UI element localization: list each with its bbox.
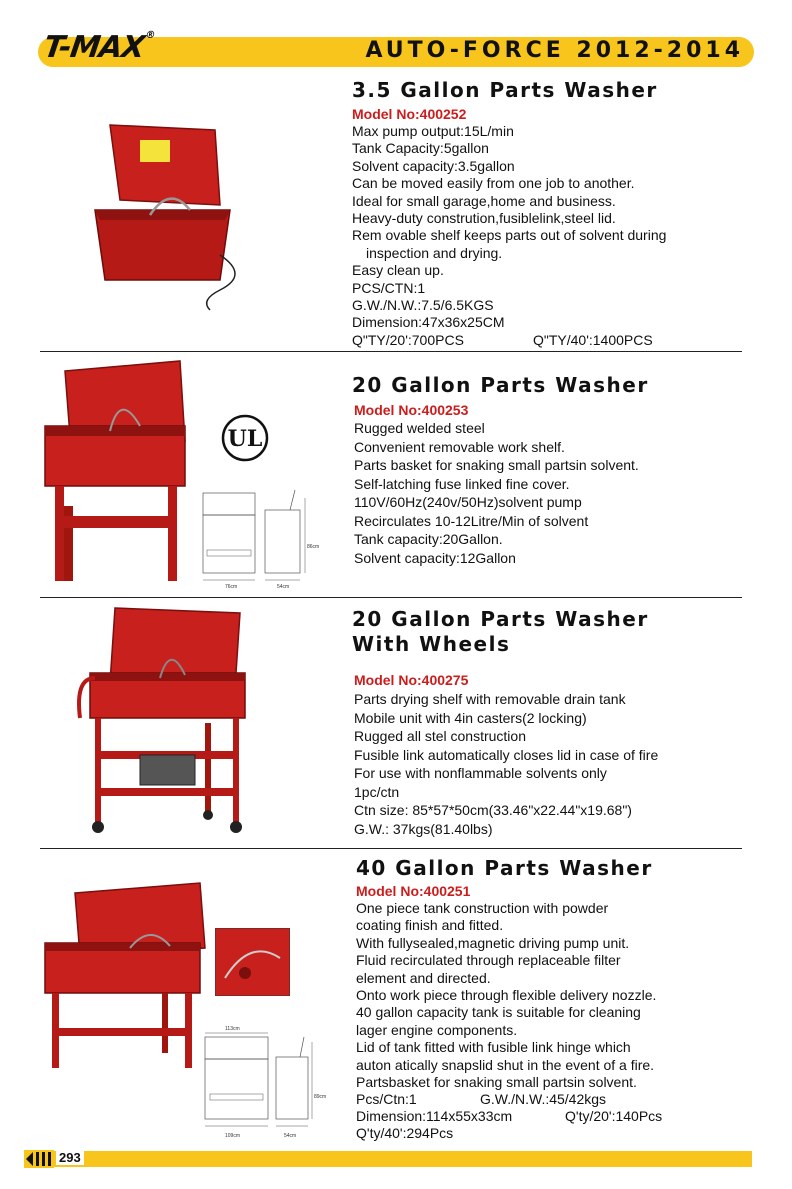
qty-20ft: Q"TY/20':700PCS	[352, 332, 464, 348]
packing-info	[356, 1125, 453, 1142]
spec-item: Dimension:47x36x25CM	[352, 314, 505, 331]
brand-registered-mark: ®	[144, 30, 156, 41]
footer-bar	[40, 1151, 752, 1167]
spec-item: Recirculates 10-12Litre/Min of solvent	[354, 512, 589, 529]
catalog-title: AUTO-FORCE 2012-2014	[365, 38, 744, 63]
spec-item: Parts basket for snaking small partsin solvent.	[354, 457, 639, 473]
dimension-drawing	[200, 1022, 330, 1142]
dim-depth: 54cm	[277, 584, 290, 590]
parts-washer-3-5-gallon-image	[80, 115, 245, 315]
dim-base: 109cm	[225, 1133, 241, 1139]
spec-item: One piece tank construction with powder	[356, 900, 609, 916]
spec-item: PCS/CTN:1	[352, 279, 426, 296]
spec-list	[356, 900, 656, 1091]
packing-info	[480, 1091, 606, 1108]
spec-item: Max pump output:15L/min	[352, 123, 514, 139]
spec-item: 1pc/ctn	[354, 783, 400, 800]
qty-40ft: Q"TY/40':1400PCS	[533, 332, 653, 348]
spec-list	[352, 123, 666, 332]
spec-item: Solvent capacity:3.5gallon	[352, 157, 515, 174]
spec-item: Rugged welded steel	[354, 420, 485, 436]
product-title: 20 Gallon Parts Washer	[352, 373, 649, 397]
page-arrow-icon	[24, 1150, 54, 1168]
product-title	[352, 607, 649, 657]
brand-logo	[42, 30, 156, 65]
spec-item: 110V/60Hz(240v/50Hz)solvent pump	[354, 494, 582, 510]
spec-item: Can be moved easily from one job to another.	[352, 175, 635, 192]
spec-item: Convenient removable work shelf.	[354, 438, 565, 455]
model-number: Model No:400253	[354, 402, 469, 418]
gross-net-weight: G.W./N.W.:45/42kgs	[480, 1091, 607, 1107]
spec-item: auton atically snapslid shut in the event of a fire.	[356, 1056, 655, 1073]
spec-item: lager engine components.	[356, 1021, 518, 1038]
spec-item: Fluid recirculated through replaceable filter	[356, 952, 621, 969]
brand-name: T-MAX	[41, 30, 147, 65]
model-number: Model No:400252	[352, 106, 467, 122]
spec-item: G.W./N.W.:7.5/6.5KGS	[352, 297, 494, 314]
page-number: 293	[56, 1150, 84, 1165]
product-title-line-1: 20 Gallon Parts Washer	[352, 607, 649, 631]
spec-item: coating finish and fitted.	[356, 917, 504, 934]
packing-info	[356, 1108, 512, 1125]
pump-detail-image	[215, 928, 290, 996]
parts-washer-20-gallon-image	[40, 356, 195, 588]
container-quantity-row	[533, 332, 653, 349]
spec-item: element and directed.	[356, 969, 491, 986]
spec-item: Fusible link automatically closes lid in case of fire	[354, 746, 659, 763]
dim-depth: 54cm	[284, 1133, 297, 1139]
spec-item: Parts drying shelf with removable drain tank	[354, 691, 626, 707]
dimension-drawing	[195, 488, 320, 593]
parts-washer-40-gallon-image	[40, 878, 215, 1073]
parts-washer-20-gallon-wheels-image	[75, 603, 250, 843]
spec-item: Heavy-duty constrution,fusiblelink,steel lid.	[352, 210, 616, 227]
product-title: 40 Gallon Parts Washer	[356, 856, 653, 880]
qty-20ft: Q'ty/20':140Pcs	[565, 1108, 663, 1124]
spec-item: Rem ovable shelf keeps parts out of solvent during	[352, 227, 667, 244]
qty-40ft: Q'ty/40':294Pcs	[356, 1125, 454, 1141]
spec-list	[354, 690, 658, 838]
packing-info	[356, 1091, 417, 1108]
spec-item: Rugged all stel construction	[354, 728, 526, 744]
cert-mark: UL	[227, 426, 263, 452]
packing-info	[565, 1108, 662, 1125]
spec-item: G.W.: 37kgs(81.40lbs)	[354, 820, 493, 837]
spec-item: inspection and drying.	[366, 244, 503, 261]
section-divider	[40, 597, 742, 598]
spec-item: Ctn size: 85*57*50cm(33.46"x22.44"x19.68")	[354, 802, 632, 818]
dim-height: 86cm	[307, 544, 320, 550]
page-header	[0, 0, 792, 80]
spec-item: For use with nonflammable solvents only	[354, 765, 607, 781]
dim-width: 113cm	[225, 1026, 240, 1032]
spec-list	[354, 419, 639, 567]
model-number: Model No:400275	[354, 672, 469, 688]
spec-item: Onto work piece through flexible delivery nozzle.	[356, 987, 657, 1004]
pcs-per-carton: Pcs/Ctn:1	[356, 1091, 417, 1107]
spec-item: 40 gallon capacity tank is suitable for cleaning	[356, 1004, 641, 1021]
carton-dimension: Dimension:114x55x33cm	[356, 1108, 513, 1124]
spec-item: Lid of tank fitted with fusible link hinge which	[356, 1039, 631, 1056]
ul-certification-icon	[220, 413, 270, 463]
spec-item: Tank Capacity:5gallon	[352, 140, 489, 157]
product-title-line-2: With Wheels	[352, 632, 511, 656]
spec-item: Solvent capacity:12Gallon	[354, 549, 516, 566]
section-divider	[40, 351, 742, 352]
spec-item: Tank capacity:20Gallon.	[354, 531, 503, 547]
product-title: 3.5 Gallon Parts Washer	[352, 78, 658, 102]
container-quantity-row	[352, 332, 464, 349]
dim-height: 89cm	[314, 1094, 327, 1100]
spec-item: Ideal for small garage,home and business.	[352, 192, 616, 209]
dim-width: 76cm	[225, 584, 238, 590]
spec-item: With fullysealed,magnetic driving pump unit.	[356, 934, 630, 951]
model-number: Model No:400251	[356, 883, 471, 899]
spec-item: Partsbasket for snaking small partsin solvent.	[356, 1074, 637, 1091]
spec-item: Self-latching fuse linked fine cover.	[354, 475, 570, 492]
section-divider	[40, 848, 742, 849]
spec-item: Easy clean up.	[352, 262, 444, 279]
spec-item: Mobile unit with 4in casters(2 locking)	[354, 709, 587, 726]
